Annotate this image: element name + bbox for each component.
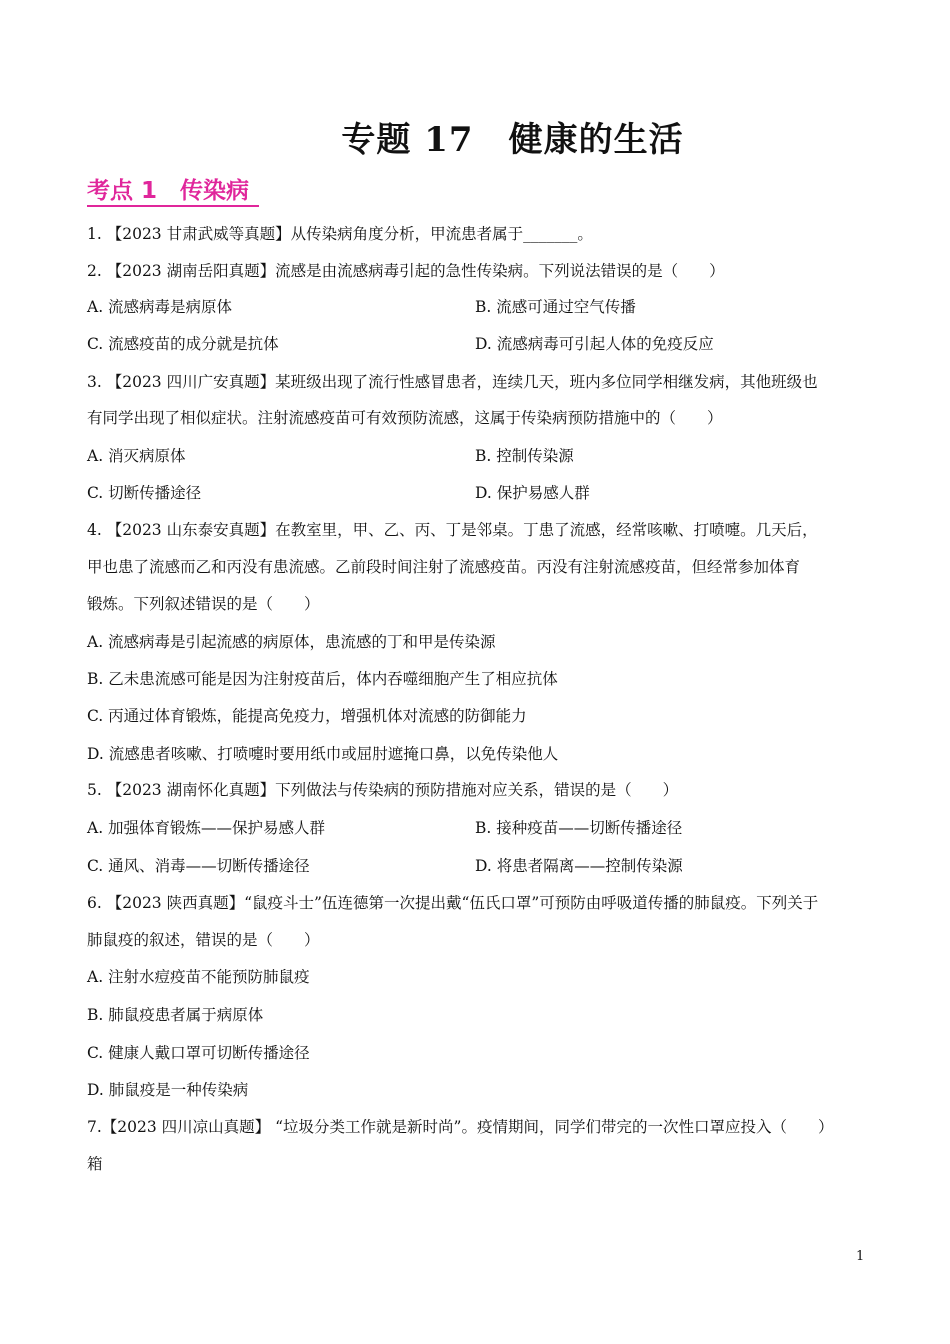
question-line: 5. 【2023 湖南怀化真题】下列做法与传染病的预防措施对应关系，错误的是（ ） (87, 781, 679, 799)
option-line: B. 乙未患流感可能是因为注射疫苗后，体内吞噬细胞产生了相应抗体 (87, 670, 558, 688)
option-line: D. 流感病毒可引起人体的免疫反应 (475, 335, 714, 353)
option-line: A. 注射水痘疫苗不能预防肺鼠疫 (87, 968, 310, 986)
question-line: 3. 【2023 四川广安真题】某班级出现了流行性感冒患者，连续几天，班内多位同学相继发病，其他班级也 (87, 373, 818, 391)
question-line: 锻炼。下列叙述错误的是（ ） (87, 595, 320, 613)
section-heading: 考点 1 传染病 (87, 178, 250, 204)
question-line: 有同学出现了相似症状。注射流感疫苗可有效预防流感，这属于传染病预防措施中的（ ） (87, 409, 723, 427)
option-line: A. 加强体育锻炼——保护易感人群 (87, 819, 326, 837)
section-underline (87, 205, 259, 207)
option-line: B. 流感可通过空气传播 (475, 298, 636, 316)
option-line: B. 接种疫苗——切断传播途径 (475, 819, 683, 837)
option-line: C. 丙通过体育锻炼，能提高免疫力，增强机体对流感的防御能力 (87, 707, 527, 725)
question-line: 2. 【2023 湖南岳阳真题】流感是由流感病毒引起的急性传染病。下列说法错误的是（ ） (87, 262, 725, 280)
option-line: C. 通风、消毒——切断传播途径 (87, 857, 310, 875)
question-line: 4. 【2023 山东泰安真题】在教室里，甲、乙、丙、丁是邻桌。丁患了流感，经常咳嗽、打喷嚏。几天后， (87, 521, 818, 539)
option-line: D. 肺鼠疫是一种传染病 (87, 1081, 249, 1099)
option-line: C. 流感疫苗的成分就是抗体 (87, 335, 279, 353)
option-line: A. 流感病毒是引起流感的病原体，患流感的丁和甲是传染源 (87, 633, 496, 651)
question-line: 箱 (87, 1155, 103, 1173)
option-line: D. 流感患者咳嗽、打喷嚏时要用纸巾或屈肘遮掩口鼻，以免传染他人 (87, 745, 559, 763)
question-line: 1. 【2023 甘肃武威等真题】从传染病角度分析，甲流患者属于_______。 (87, 225, 593, 243)
question-line: 7.【2023 四川凉山真题】 “垃圾分类工作就是新时尚”。疫情期间，同学们带完的一次性口罩应投入（ ） (87, 1118, 834, 1136)
page-title: 专题 17 健康的生活 (341, 120, 684, 160)
option-line: B. 肺鼠疫患者属于病原体 (87, 1006, 264, 1024)
option-line: A. 消灭病原体 (87, 447, 186, 465)
page-number: 1 (856, 1249, 865, 1264)
option-line: B. 控制传染源 (475, 447, 574, 465)
option-line: D. 将患者隔离——控制传染源 (475, 857, 683, 875)
option-line: D. 保护易感人群 (475, 484, 590, 502)
question-line: 6. 【2023 陕西真题】“鼠疫斗士”伍连德第一次提出戴“伍氏口罩”可预防由呼吸道传播的肺鼠疫。下列关于 (87, 894, 819, 912)
option-line: A. 流感病毒是病原体 (87, 298, 233, 316)
question-line: 肺鼠疫的叙述，错误的是（ ） (87, 931, 320, 949)
option-line: C. 健康人戴口罩可切断传播途径 (87, 1044, 310, 1062)
option-line: C. 切断传播途径 (87, 484, 202, 502)
question-line: 甲也患了流感而乙和丙没有患流感。乙前段时间注射了流感疫苗。丙没有注射流感疫苗，但经常参加体育 (87, 558, 801, 576)
